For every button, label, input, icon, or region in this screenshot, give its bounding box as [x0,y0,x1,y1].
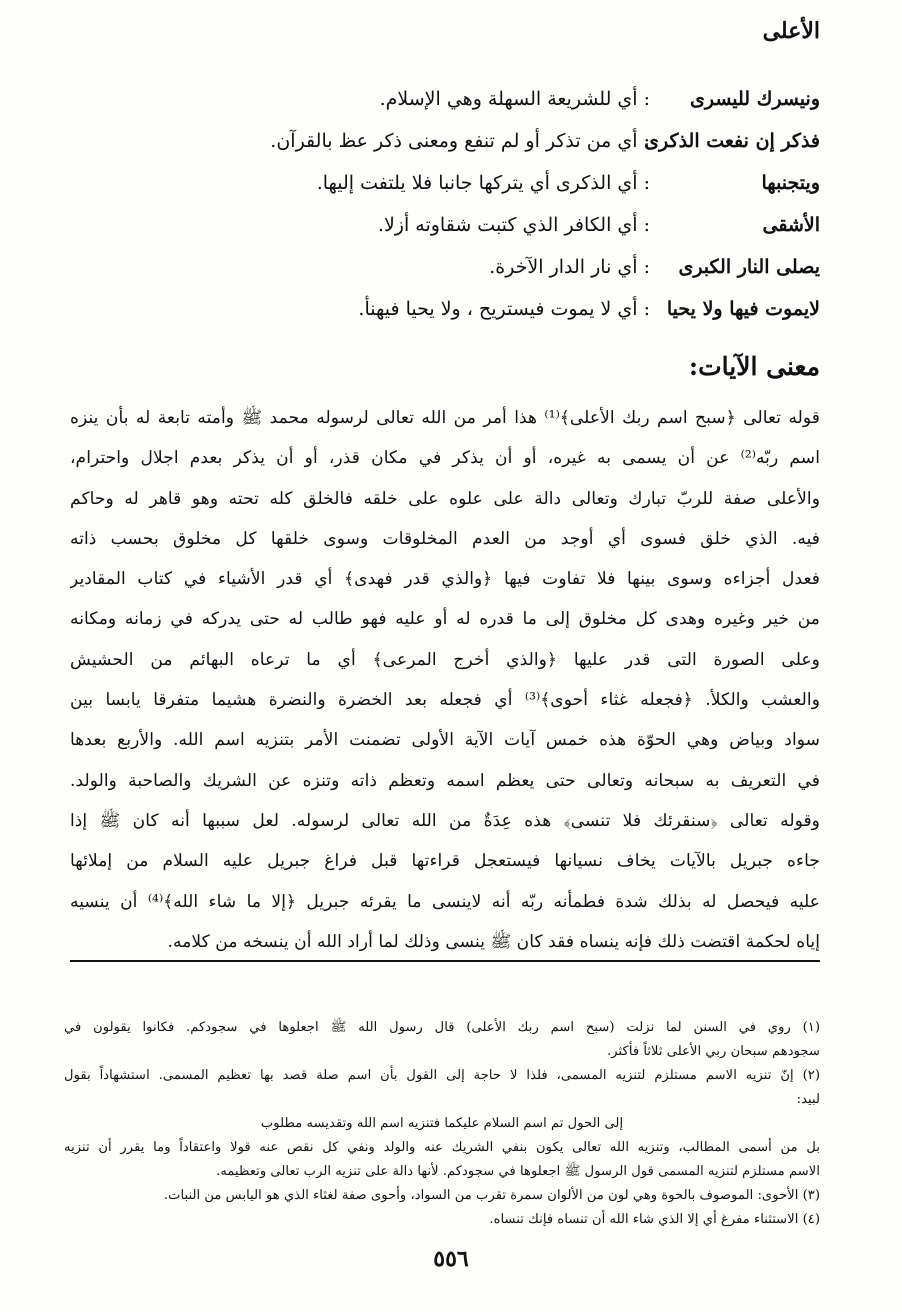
section-heading: معنى الآيات: [688,352,820,381]
vocab-term: ونيسرك لليسرى [689,88,820,110]
vocab-definition: : أي نار الدار الآخرة. [489,256,650,278]
footnote-line: لبيد: [796,1092,820,1107]
vocab-row [80,120,820,162]
body-line: إياه لحكمة اقتضت ذلك فإنه ينساه فقد كان ﷺ ينسى وذلك لما أراد الله أن ينسخه من كلامه. [70,922,820,962]
footnote-line: سجودهم سبحان ربي الأعلى ثلاثاً فأكثر. [607,1044,820,1059]
vocab-row [80,204,820,246]
vocab-term: لايموت فيها ولا يحيا [666,298,820,320]
footnote-line: (٢) إنّ تنزيه الاسم مستلزم لتنزيه المسمى، فلذا لا حاجة إلى القول بأن اسم صلة قصد بها تعظيم المسمى. استشهاداً بقول [64,1068,820,1083]
vocab-definition: : أي الكافر الذي كتبت شقاوته أزلا. [377,214,650,236]
footnote-line: الاسم مستلزم لتنزيه المسمى قول الرسول ﷺ اجعلوها في سجودكم. لأنها دالة على تنزيه الرب تعالى وتعظيمه. [216,1164,820,1179]
body-line: من خير وغيره وهدى كل مخلوق إلى ما قدره له أو عليه فهو طالب له حتى يدركه في زمانه ومكانه [70,609,820,630]
body-line: فعدل أجزاءه وسوى بينها فلا تفاوت فيها ﴿والذي قدر فهدى﴾ أي قدر الأشياء في كتاب المقادير [70,569,820,590]
vocabulary-list [80,78,820,330]
footnote-verse: إلى الحول تم اسم السلام عليكما فتنزيه اسم الله وتقديسه مطلوب [260,1116,624,1131]
body-line: وقوله تعالى ﴿سنقرئك فلا تنسى﴾ هذه عِدَةٌ من الله تعالى لرسوله. لعل سببها أنه كان ﷺ إذا [70,810,820,831]
footnote-line: (٤) الاستثناء مفرغ أي إلا الذي شاء الله أن تنساه فإنك تنساه. [489,1212,820,1227]
vocab-row [80,288,820,330]
footnote-line: (١) روي في السنن لما نزلت (سبح اسم ربك الأعلى) قال رسول الله ﷺ اجعلوها في سجودكم. فكانوا يقولون في [64,1020,820,1035]
body-line: عليه فيحصل له بذلك شدة فطمأنه ربّه أنه لاينسى ما يقرئه جبريل ﴿إلا ما شاء الله﴾⁽⁴⁾ أن ينسيه [70,891,820,912]
commentary-text [70,398,820,962]
vocab-row [80,162,820,204]
body-line: فيه. الذي خلق فسوى أي أوجد من العدم المخلوقات وسوى خلقها كل مخلوق بحسب ذاته [70,528,820,549]
vocab-definition: : أي الذكرى أي يتركها جانبا فلا يلتفت إليها. [316,172,650,194]
body-line: والأعلى صفة للربّ تبارك وتعالى دالة على علوه على خلقه فالخلق كله تحته وهو قاهر له وحاكم [70,488,820,509]
vocab-definition: : أي من تذكر أو لم تنفع ومعنى ذكر عظ بالقرآن. [270,130,650,152]
body-line: وعلى الصورة التى قدر عليها ﴿والذي أخرج المرعى﴾ أي ما ترعاه البهائم من الحشيش [70,649,820,670]
footnotes [64,1016,820,1232]
vocab-term: فذكر إن نفعت الذكرى [644,130,820,152]
vocab-term: ويتجنبها [761,172,820,194]
footnote-line: (٣) الأحوى: الموصوف بالحوة وهي لون من الألوان سمرة تقرب من السواد، وأحوى صفة لغثاء الذي هو اليابس من النبات. [163,1188,820,1203]
vocab-definition: : أي لا يموت فيستريح ، ولا يحيا فيهنأ. [358,298,650,320]
body-line: اسم ربّه⁽²⁾ عن أن يسمى به غيره، أو أن يذكر في مكان قذر، أو أن يذكر بعدم اجلال واحترام، [70,448,820,469]
body-line: في التعريف به سبحانه وتعالى حتى يعظم اسمه وتعظم ذاته وتنزه عن الشريك والصاحبة والولد. [70,770,820,791]
body-line: سواد وبياض وهي الحوّة هذه خمس آيات الآية الأولى تضمنت الأمر بتنزيه اسم الله. والأربع بعدها [70,730,820,751]
vocab-term: الأشقى [762,214,820,236]
footnote-line: بل من أسمى المطالب، وتنزيه الله تعالى يكون بنفي الشريك عنه والولد ونفي كل نقص عنه قولا واعتقاداً وما يقرر أن تنزيه [64,1140,820,1155]
body-line: جاءه جبريل بالآيات يخاف نسيانها فيستعجل قراءتها قبل فراغ جبريل عليه السلام من إملائها [70,851,820,872]
vocab-term: يصلى النار الكبرى [678,256,820,278]
vocab-row [80,78,820,120]
page-header-title: الأعلى [762,18,820,44]
page-number: ٥٥٦ [433,1246,469,1272]
vocab-definition: : أي للشريعة السهلة وهي الإسلام. [379,88,650,110]
vocab-row [80,246,820,288]
body-line: قوله تعالى ﴿سبح اسم ربك الأعلى﴾⁽¹⁾ هذا أمر من الله تعالى لرسوله محمد ﷺ وأمته تابعة له بأن ينزه [70,408,820,428]
body-line: والعشب والكلأ. ﴿فجعله غثاء أحوى﴾⁽³⁾ أي فجعله بعد الخضرة والنضرة هشيما متفرقا يابسا بين [70,690,820,711]
